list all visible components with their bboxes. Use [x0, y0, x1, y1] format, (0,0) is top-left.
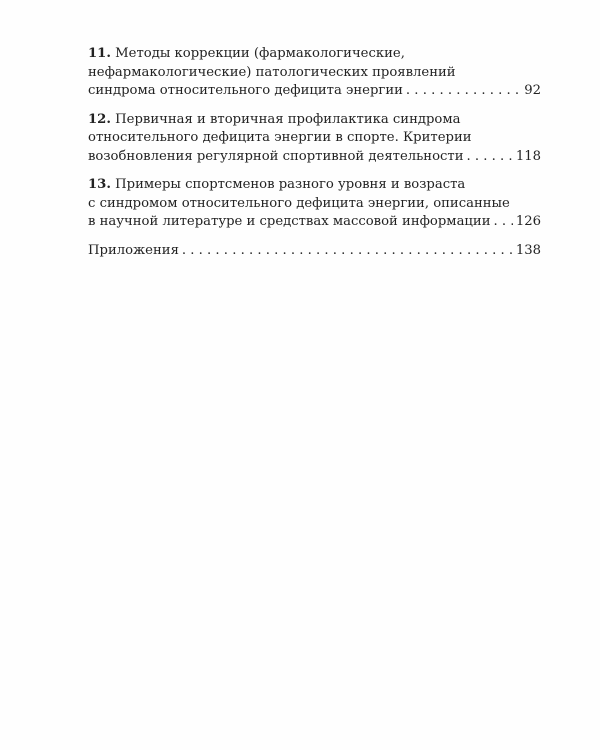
- entry-number: 12.: [88, 111, 111, 127]
- entry-title-line: Примеры спортсменов разного уровня и возраста: [115, 177, 466, 192]
- entry-title-line: нефармакологические) патологических проявлений: [88, 64, 456, 80]
- dot-leader: [406, 82, 521, 101]
- toc-entry-13[interactable]: [88, 176, 541, 232]
- dot-leader: [182, 242, 513, 261]
- dot-leader: [494, 213, 513, 232]
- entry-title-line: Приложения: [88, 242, 179, 258]
- entry-title-line: синдрома относительного дефицита энергии: [88, 83, 403, 98]
- entry-title-line: относительного дефицита энергии в спорте. Критерии: [88, 130, 472, 145]
- entry-title-line: Методы коррекции (фармакологические,: [115, 46, 405, 61]
- page-number: 138: [515, 242, 541, 258]
- toc-entry-appendices[interactable]: [88, 242, 541, 261]
- entry-title-line: возобновления регулярной спортивной деятельности: [88, 148, 464, 164]
- dot-leader: [467, 148, 513, 167]
- entry-number: 11.: [88, 46, 111, 61]
- page-number: 92: [524, 83, 541, 98]
- entry-title-line: с синдромом относительного дефицита энергии, описанные: [88, 195, 510, 211]
- page-number: 118: [515, 148, 541, 164]
- toc-entry-11[interactable]: [88, 45, 541, 101]
- toc-entry-12[interactable]: [88, 111, 541, 167]
- table-of-contents: [88, 45, 541, 270]
- entry-title-line: Первичная и вторичная профилактика синдрома: [115, 111, 461, 127]
- page-number: 126: [515, 214, 541, 229]
- entry-number: 13.: [88, 177, 111, 192]
- entry-title-line: в научной литературе и средствах массовой информации: [88, 214, 491, 229]
